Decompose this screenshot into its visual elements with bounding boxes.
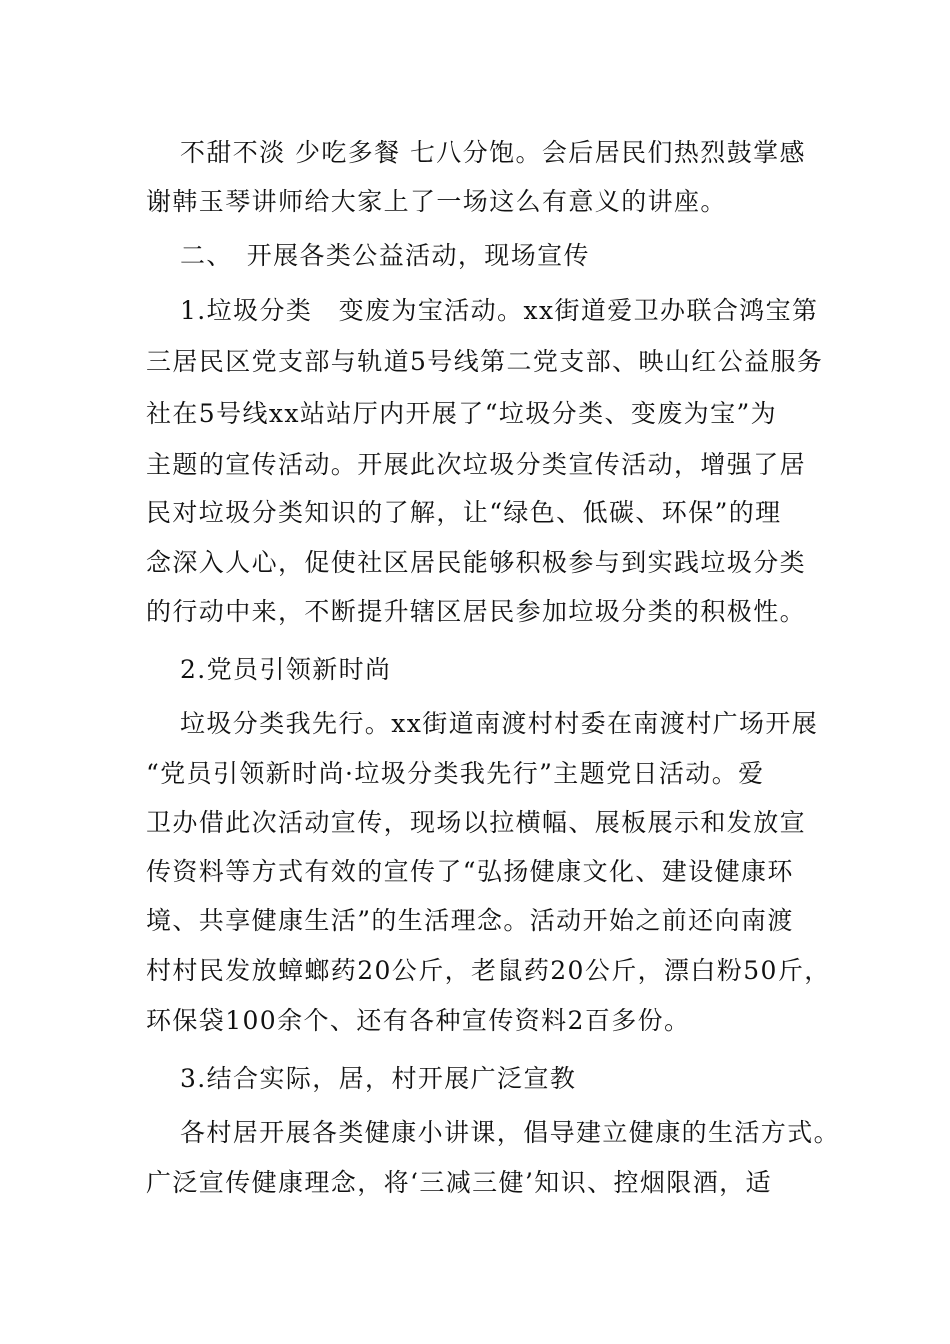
text-line: 1.垃圾分类 变废为宝活动。xx街道爱卫办联合鸿宝第 xyxy=(180,296,819,325)
text-line: 民对垃圾分类知识的了解，让“绿色、低碳、环保”的理 xyxy=(146,498,782,527)
text-line: 各村居开展各类健康小讲课，倡导建立健康的生活方式。 xyxy=(180,1118,841,1147)
text-line: 广泛宣传健康理念，将‘三减三健’知识、控烟限酒，适 xyxy=(146,1168,772,1197)
text-line: 环保袋100余个、还有各种宣传资料2百多份。 xyxy=(146,1006,691,1035)
subsection-heading: 3.结合实际，居，村开展广泛宣教 xyxy=(180,1064,577,1093)
subsection-heading: 2.党员引领新时尚 xyxy=(180,655,392,684)
text-line: 念深入人心，促使社区居民能够积极参与到实践垃圾分类 xyxy=(146,548,807,577)
text-line: 主题的宣传活动。开展此次垃圾分类宣传活动，增强了居 xyxy=(146,450,807,479)
text-line: 村村民发放蟑螂药20公斤，老鼠药20公斤，漂白粉50斤， xyxy=(146,956,831,985)
text-line: 三居民区党支部与轨道5号线第二党支部、映山红公益服务 xyxy=(146,347,824,376)
text-line: 的行动中来，不断提升辖区居民参加垃圾分类的积极性。 xyxy=(146,597,807,626)
text-line: “党员引领新时尚·垃圾分类我先行”主题党日活动。爱 xyxy=(146,759,765,788)
section-heading: 二、 开展各类公益活动，现场宣传 xyxy=(180,241,590,270)
text-line: 传资料等方式有效的宣传了“弘扬健康文化、建设健康环 xyxy=(146,857,794,886)
text-line: 垃圾分类我先行。xx街道南渡村村委在南渡村广场开展 xyxy=(180,709,819,738)
text-line: 卫办借此次活动宣传，现场以拉横幅、展板展示和发放宣 xyxy=(146,808,807,837)
text-line: 社在5号线xx站站厅内开展了“垃圾分类、变废为宝”为 xyxy=(146,399,778,428)
text-line: 谢韩玉琴讲师给大家上了一场这么有意义的讲座。 xyxy=(146,187,727,216)
text-line: 境、共享健康生活”的生活理念。活动开始之前还向南渡 xyxy=(146,906,794,935)
text-line: 不甜不淡 少吃多餐 七八分饱。会后居民们热烈鼓掌感 xyxy=(180,138,806,167)
